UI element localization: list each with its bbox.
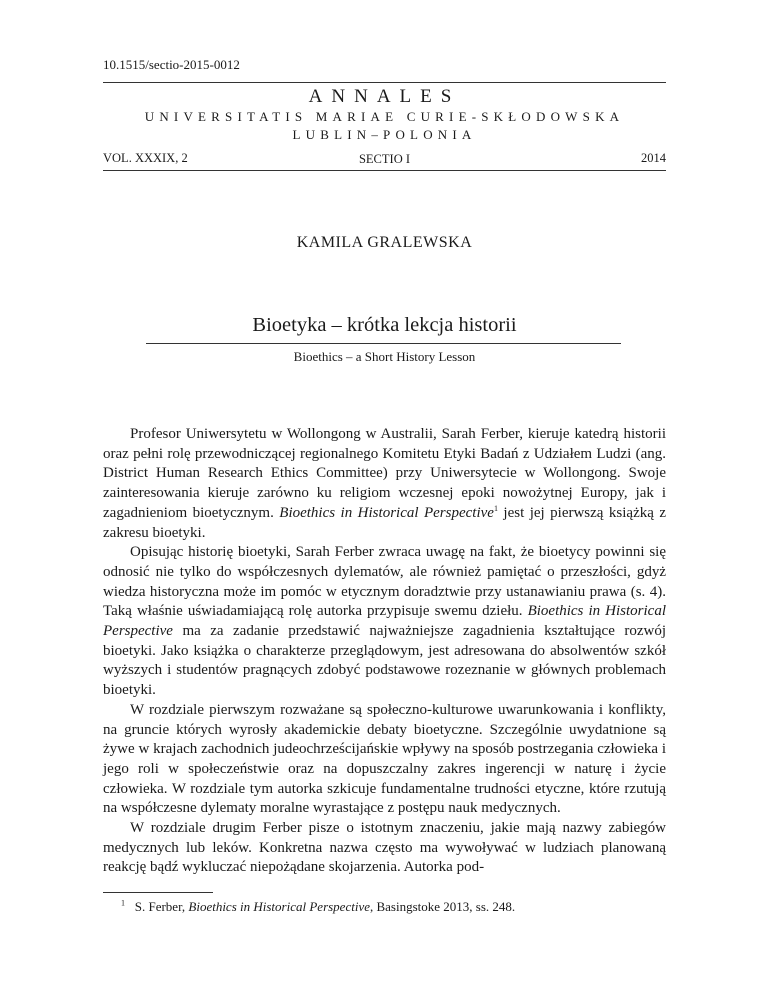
university-name: UNIVERSITATIS MARIAE CURIE-SKŁODOWSKA <box>144 109 625 124</box>
section-label: SECTIO I <box>358 152 411 166</box>
year-label: 2014 <box>641 151 666 165</box>
paragraph-3: W rozdziale pierwszym rozważane są społeczno-kulturowe uwarunkowania i konflikty, na gruncie których wyrosły akademickie debaty bioetyczne. Szczególnie uwydatnione są żywe w krajach zachodnich judeochrześcijańskie wpływy na sposób postrzegania człowieka i jego roli w społeczeństwie oraz na dopuszczalny zakres ingerencji w naturę i życie człowieka. W rozdziale tym autorka szkicuje fundamentalne trudności etyczne, które rzutują na współczesne dylematy moralne wyrastające z postępu nauk medycznych. <box>103 701 666 817</box>
book-title-italic: Bioethics in Historical Perspective <box>279 504 494 521</box>
article-body <box>103 425 666 878</box>
paragraph-1 <box>103 425 666 543</box>
journal-location: LUBLIN–POLONIA <box>292 127 477 142</box>
article-subtitle: Bioethics – a Short History Lesson <box>293 349 476 364</box>
paragraph-1-text-b: jest jej pierwszą książką z zakresu bioetyki. <box>103 504 667 541</box>
article-title: Bioetyka – krótka lekcja historii <box>252 314 517 336</box>
paragraph-4: W rozdziale drugim Ferber pisze o istotnym znaczeniu, jakie mają nazwy zabiegów medycznych lub leków. Konkretna nazwa często ma wywoływać w ludziach planowaną reakcję bądź wykluczać niepożądane skojarzenia. Autorka pod- <box>103 820 666 876</box>
paragraph-2-text-b: ma za zadanie przedstawić najważniejsze zagadnienia kształtujące rozwój bioetyki. Jako książka o charakterze przeglądowym, jest adresowana do absolwentów szkół wyższych i studentów pragnących zdobyć podstawowe rozeznanie w głównych problemach bioetyki. <box>103 623 666 699</box>
header-top-rule <box>103 82 666 83</box>
footnote-text-b: , Basingstoke 2013, ss. 248. <box>369 899 516 914</box>
volume-label: VOL. XXXIX, 2 <box>103 151 188 165</box>
journal-title: ANNALES <box>308 86 461 107</box>
header-bottom-rule <box>103 170 666 171</box>
footnote-rule <box>103 892 213 893</box>
article-author: KAMILA GRALEWSKA <box>296 234 473 251</box>
paragraph-2 <box>103 543 666 701</box>
doi: 10.1515/sectio-2015-0012 <box>103 57 240 72</box>
paragraph-2-text-a: Opisując historię bioetyki, Sarah Ferber zwraca uwagę na fakt, że bioetycy powinni się odnosić nie tylko do współczesnych dylematów, ale również pamiętać o przeszłości, gdyż wiedza historyczna może im pomóc w etycznym doradztwie przy ustanawianiu prawa (s. 4). Taką właśnie uświadamiającą rolę autorka przypisuje swemu dziełu. <box>103 544 666 620</box>
paragraph-1-text-a: Profesor Uniwersytetu w Wollongong w Australii, Sarah Ferber, kieruje katedrą historii oraz pełni rolę przewodniczącej regionalnego Komitetu Etyki Badań z Udziałem Ludzi (ang. District Human Research Ethics Committee) przy Uniwersytecie w Wollongong. Swoje zainteresowania kieruje zarówno ku religiom wczesnej epoki nowożytnej Europy, jak i zagadnieniom bioetycznym. <box>103 426 666 521</box>
footnote <box>121 899 515 915</box>
footnote-book-title: Bioethics in Historical Perspective <box>188 899 370 914</box>
footnote-ref: 1 <box>493 503 498 513</box>
book-title-italic: Bioethics in Historical Perspective <box>103 603 666 640</box>
footnote-number: 1 <box>121 898 125 908</box>
title-rule <box>146 343 621 344</box>
footnote-text-a: S. Ferber, <box>134 899 189 914</box>
